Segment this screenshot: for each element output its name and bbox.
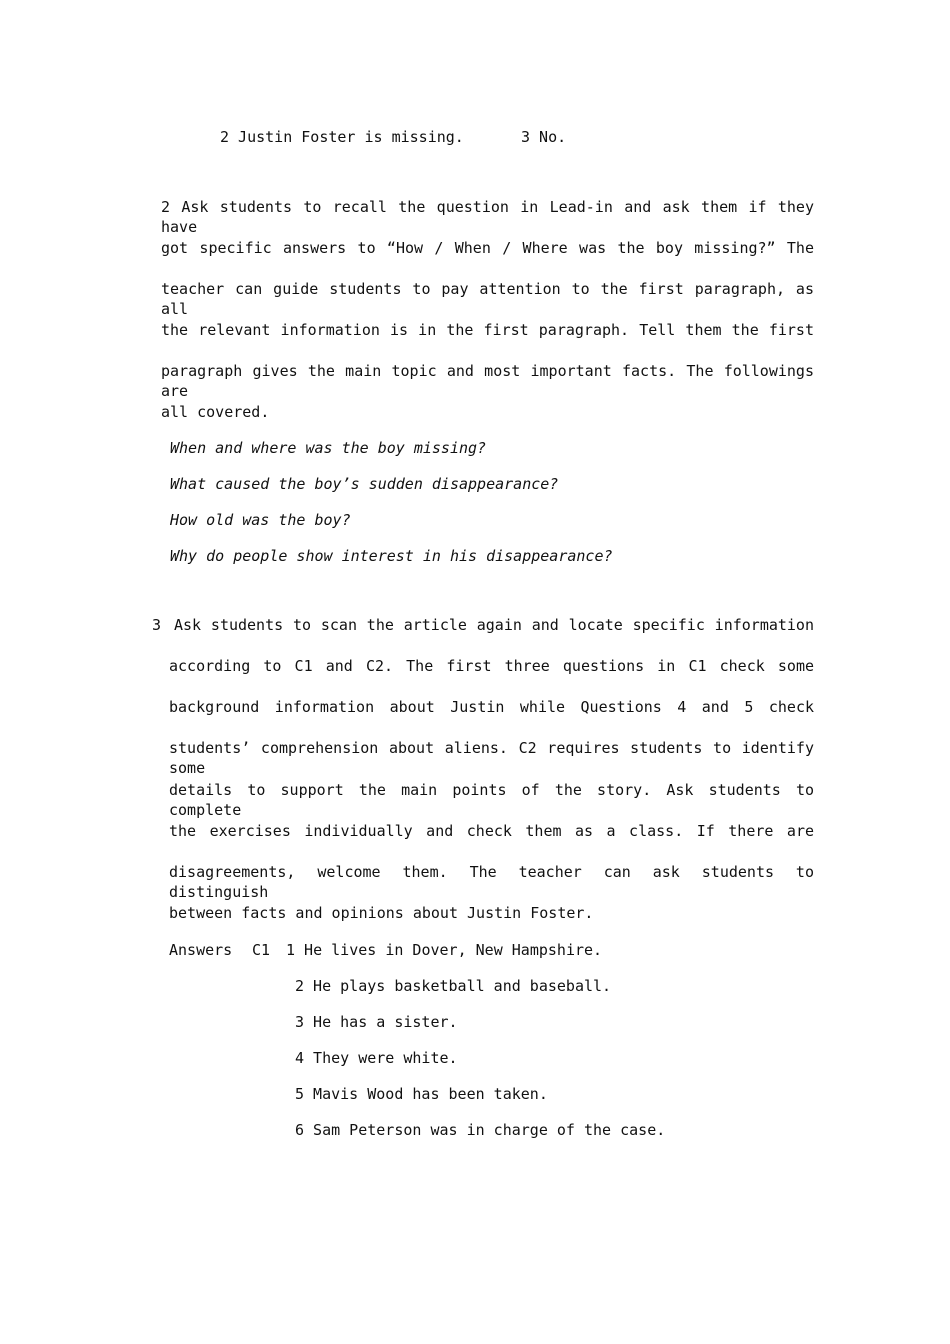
step2-line: teacher can guide students to pay attention to the first paragraph, as all [161, 280, 814, 318]
answers-label: Answers [169, 941, 233, 959]
step2-line: paragraph gives the main topic and most important facts. The followings are [161, 362, 814, 400]
step3-line: between facts and opinions about Justin Foster. [169, 904, 594, 922]
step3-line: disagreements, welcome them. The teacher can ask students to distinguish [169, 863, 814, 901]
step3-line: Ask students to scan the article again and locate specific information [174, 616, 814, 634]
step3-line: background information about Justin while Questions 4 and 5 check [169, 698, 814, 716]
guide-question: How old was the boy? [170, 511, 351, 529]
step3-line: details to support the main points of the story. Ask students to complete [169, 781, 814, 819]
step3-line: students’ comprehension about aliens. C2 requires students to identify some [169, 739, 814, 777]
answer-c1-item: 4 They were white. [295, 1049, 458, 1067]
answer-c1-item: 2 He plays basketball and baseball. [295, 977, 612, 995]
guide-question: What caused the boy’s sudden disappearance? [170, 475, 559, 493]
step2-line: all covered. [161, 403, 270, 421]
step3-line: the exercises individually and check them as a class. If there are [169, 822, 814, 840]
answer-c1-item: 3 He has a sister. [295, 1013, 458, 1031]
answer-item-2: 2 Justin Foster is missing. [220, 128, 464, 146]
answer-c1-item: 1 He lives in Dover, New Hampshire. [286, 941, 603, 959]
step3-number: 3 [152, 616, 162, 634]
answer-item-3: 3 No. [521, 128, 567, 146]
step2-line: 2 Ask students to recall the question in Lead-in and ask them if they have [161, 198, 814, 236]
guide-question: When and where was the boy missing? [170, 439, 487, 457]
answer-c1-item: 5 Mavis Wood has been taken. [295, 1085, 548, 1103]
guide-question: Why do people show interest in his disappearance? [170, 547, 613, 565]
step2-line: got specific answers to “How / When / Where was the boy missing?” The [161, 239, 814, 257]
step3-line: according to C1 and C2. The first three questions in C1 check some [169, 657, 814, 675]
answers-section: C1 [252, 941, 271, 959]
step2-line: the relevant information is in the first paragraph. Tell them the first [161, 321, 814, 339]
answer-c1-item: 6 Sam Peterson was in charge of the case. [295, 1121, 666, 1139]
